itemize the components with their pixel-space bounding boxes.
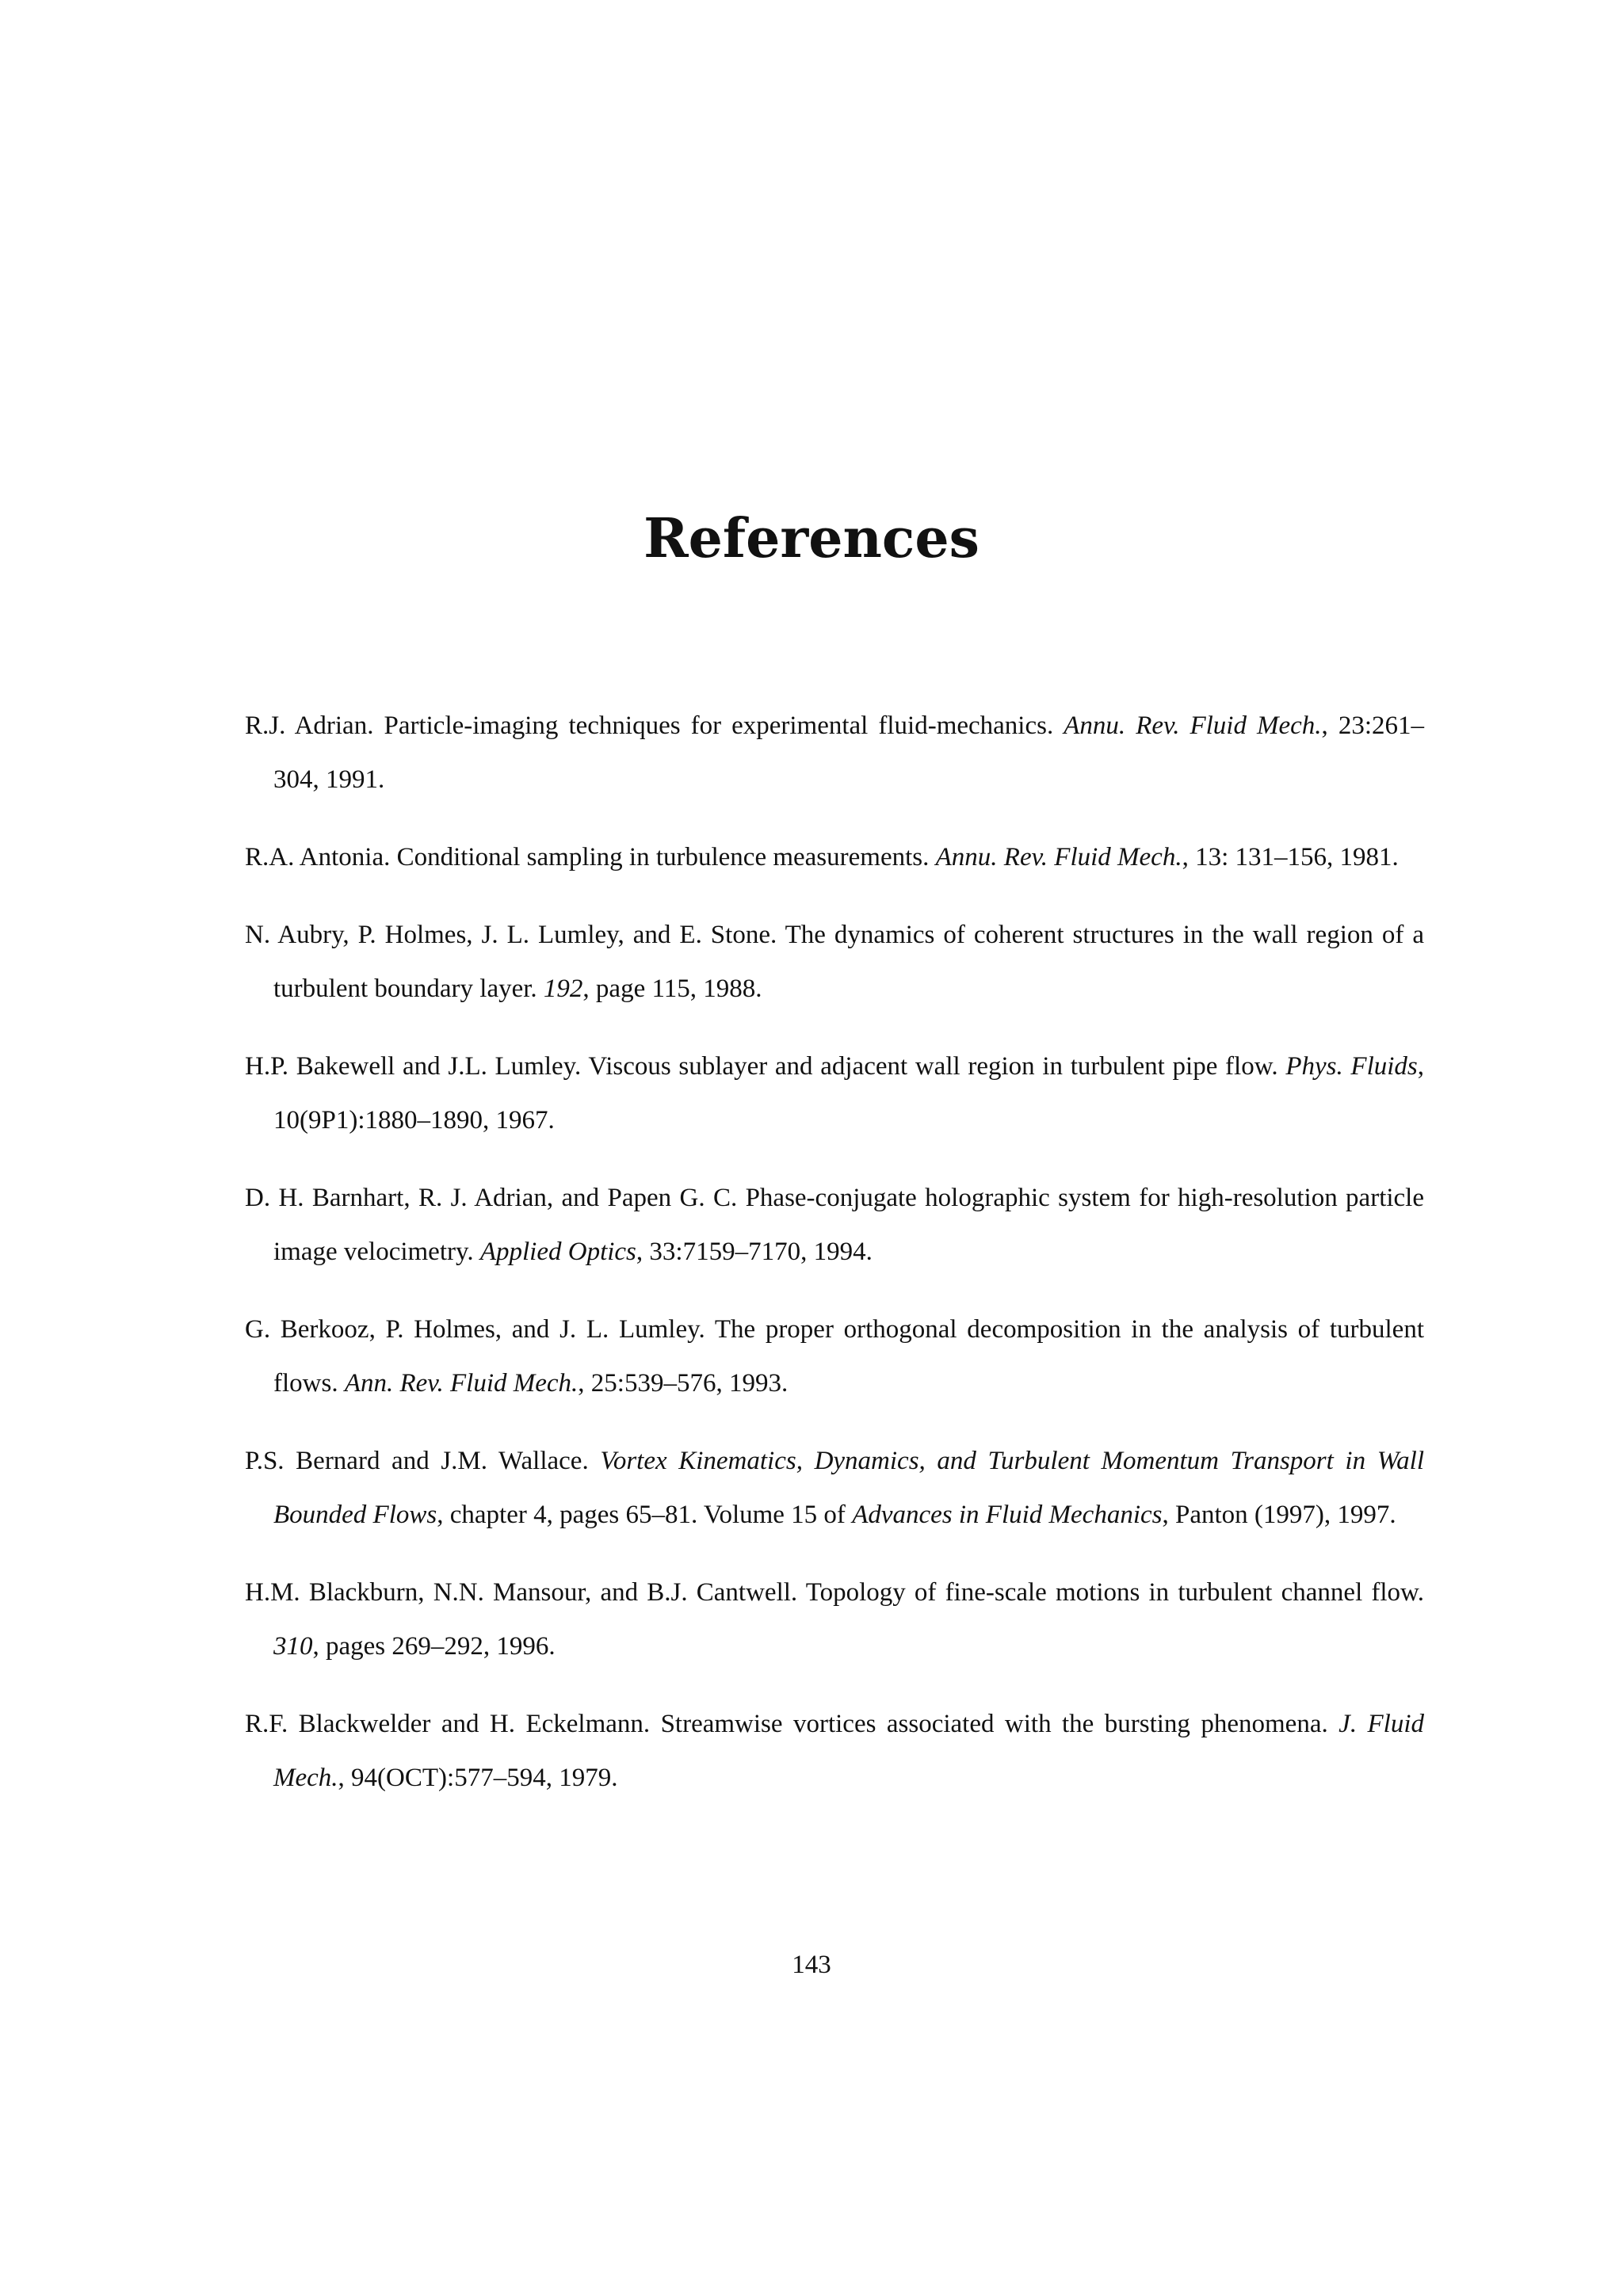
reference-details: , 94(OCT):577–594, 1979. bbox=[338, 1764, 618, 1792]
reference-venue: J. Fluid Mech. bbox=[273, 1710, 1424, 1792]
reference-item bbox=[245, 1171, 1424, 1279]
reference-venue: Annu. Rev. Fluid Mech. bbox=[1064, 711, 1322, 740]
reference-text: D. H. Barnhart, R. J. Adrian, and Papen G. C. Phase-conjugate holographic system for high-resolution particle image velocimetry. bbox=[245, 1184, 1424, 1266]
reference-list bbox=[245, 699, 1424, 1829]
reference-item bbox=[245, 1566, 1424, 1673]
page-number: 143 bbox=[792, 1951, 831, 1979]
reference-text: P.S. Bernard and J.M. Wallace. bbox=[245, 1447, 601, 1475]
reference-text: R.F. Blackwelder and H. Eckelmann. Streamwise vortices associated with the bursting phenomena. bbox=[245, 1710, 1339, 1738]
reference-item bbox=[245, 1434, 1424, 1542]
reference-item bbox=[245, 1302, 1424, 1410]
page-title: References bbox=[643, 507, 980, 570]
reference-venue: Ann. Rev. Fluid Mech. bbox=[344, 1369, 579, 1398]
reference-text: H.P. Bakewell and J.L. Lumley. Viscous sublayer and adjacent wall region in turbulent pipe flow. bbox=[245, 1052, 1286, 1081]
reference-venue: 192 bbox=[543, 974, 583, 1003]
reference-venue: Vortex Kinematics, Dynamics, and Turbulent Momentum Transport in Wall Bounded Flows bbox=[273, 1447, 1424, 1529]
reference-details: , 33:7159–7170, 1994. bbox=[636, 1238, 873, 1266]
reference-venue: 310 bbox=[273, 1632, 313, 1661]
reference-text: R.A. Antonia. Conditional sampling in turbulence measurements. bbox=[245, 843, 936, 871]
reference-details: , 23:261–304, 1991. bbox=[273, 711, 1424, 794]
reference-details: , 10(9P1):1880–1890, 1967. bbox=[273, 1052, 1424, 1135]
reference-series: Advances in Fluid Mechanics bbox=[852, 1501, 1163, 1529]
reference-text: N. Aubry, P. Holmes, J. L. Lumley, and E. Stone. The dynamics of coherent structures in the wall region of a turbulent boundary layer. bbox=[245, 921, 1424, 1003]
reference-details: , page 115, 1988. bbox=[582, 974, 762, 1003]
reference-details: , pages 269–292, 1996. bbox=[312, 1632, 556, 1661]
reference-item bbox=[245, 908, 1424, 1016]
reference-venue: Applied Optics bbox=[479, 1238, 636, 1266]
reference-item bbox=[245, 1697, 1424, 1805]
reference-details: , 25:539–576, 1993. bbox=[578, 1369, 789, 1398]
reference-details: , chapter 4, pages 65–81. Volume 15 of bbox=[437, 1501, 853, 1529]
reference-venue: Phys. Fluids bbox=[1285, 1052, 1418, 1081]
reference-item bbox=[245, 830, 1424, 884]
reference-venue: Annu. Rev. Fluid Mech. bbox=[935, 843, 1182, 871]
reference-item bbox=[245, 699, 1424, 807]
reference-details-2: , Panton (1997), 1997. bbox=[1162, 1501, 1396, 1529]
reference-text: G. Berkooz, P. Holmes, and J. L. Lumley. The proper orthogonal decomposition in the analysis of turbulent flows. bbox=[245, 1315, 1424, 1398]
reference-details: , 13: 131–156, 1981. bbox=[1182, 843, 1399, 871]
reference-item bbox=[245, 1039, 1424, 1147]
reference-text: R.J. Adrian. Particle-imaging techniques for experimental fluid-mechanics. bbox=[245, 711, 1064, 740]
reference-text: H.M. Blackburn, N.N. Mansour, and B.J. Cantwell. Topology of fine-scale motions in turbulent channel flow. bbox=[245, 1578, 1424, 1607]
